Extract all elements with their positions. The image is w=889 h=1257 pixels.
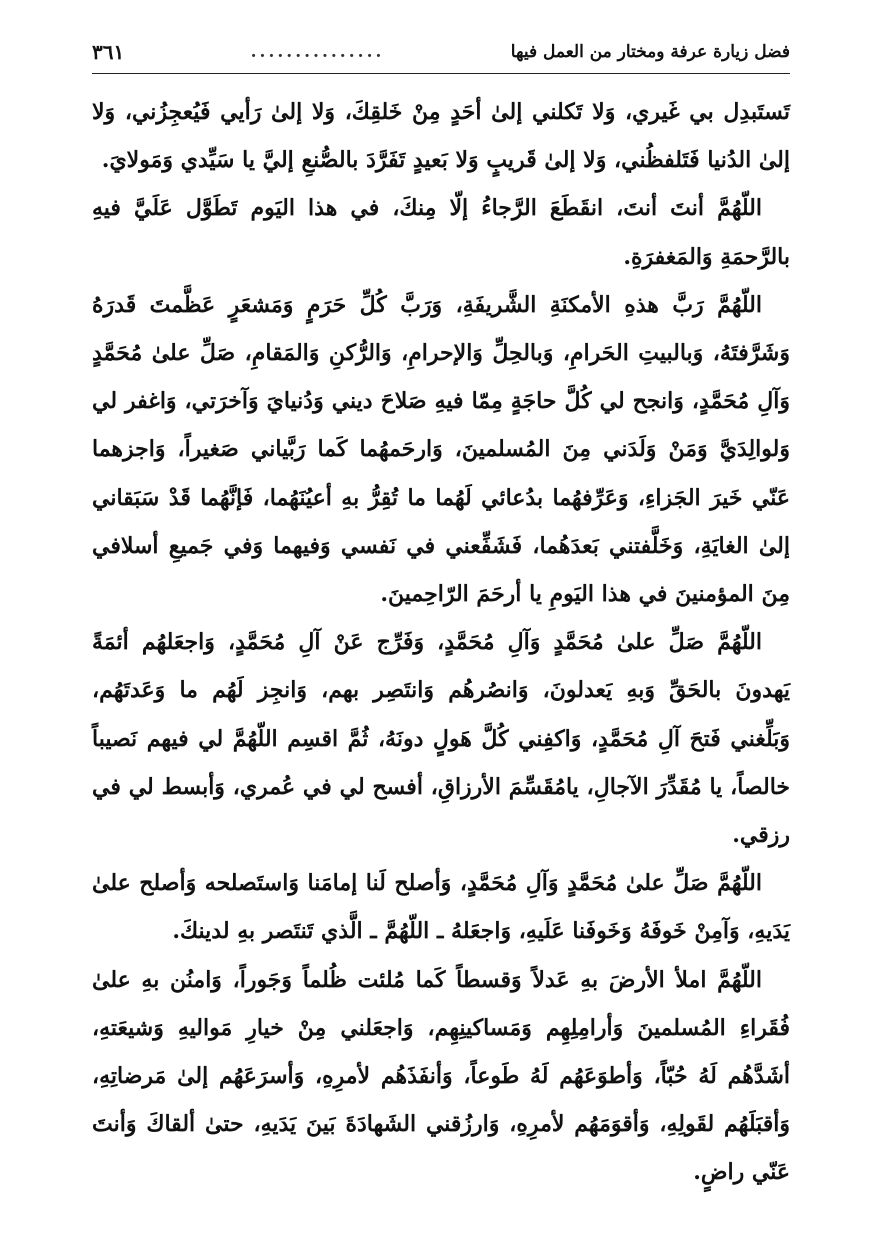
paragraph: اللّهُمَّ أنتَ أنتَ، انقَطَعَ الرَّجاءُ إلّا مِنكَ، في هذا اليَوم تَطَوَّل عَلَيَّ فيهِ بالرَّحمَةِ وَالمَغفرَةِ.	[92, 195, 790, 270]
paragraph: اللّهُمَّ املأ الأرضَ بهِ عَدلاً وَقسطاً كَما مُلئت ظُلماً وَجَوراً، وَامنُن بهِ علىٰ فُقَراءِ المُسلمينَ وَأرامِلِهِم وَمَساكينِهِم، وَاجعَلني مِنْ خيارِ مَواليهِ وَشيعَتهِ، أشَدَّهُم لَهُ حُبّاً، وَأطوَعَهُم لَهُ طَوعاً، وَأنفَذَهُم لأمرِهِ، وَأسرَعَهُم إلىٰ مَرضاتِهِ، وَأقبَلَهُم لقَولِهِ، وَأقوَمَهُم لأمرِهِ، وَارزُقني الشَهادَةَ بَينَ يَدَيهِ، حتىٰ ألقاكَ وَأنتَ عَنّي راضٍ.	[92, 966, 790, 1186]
page-number: ٣٦١	[92, 40, 125, 64]
paragraph: تَستَبدِل بي غَيري، وَلا تَكلني إلىٰ أحَدٍ مِنْ خَلقِكَ، وَلا إلىٰ رَأيي فَيُعجِزُني، وَلا إلىٰ الدُنيا فَتَلفظُني، وَلا إلىٰ قَريبٍ وَلا بَعيدٍ تَفَرَّدَ بالصُّنعِ إليَّ يا سَيِّدي وَمَولايَ.	[92, 99, 790, 174]
body-text	[92, 88, 790, 1197]
header-title: فضل زيارة عرفة ومختار من العمل فيها	[510, 42, 790, 62]
paragraph: اللّهُمَّ رَبَّ هذهِ الأمكنَةِ الشَّريفَةِ، وَرَبَّ كُلِّ حَرَمٍ وَمَشعَرٍ عَظَّمتَ قَدرَهُ وَشَرَّفتَهُ، وَبالبيتِ الحَرامِ، وَبالحِلِّ وَالإحرامِ، وَالرُّكنِ وَالمَقامِ، صَلِّ علىٰ مُحَمَّدٍ وَآلِ مُحَمَّدٍ، وَانجح لي كُلَّ حاجَةٍ مِمّا فيهِ صَلاحَ ديني وَدُنيايَ وَآخرَتي، وَاغفر لي وَلوالِدَيَّ وَمَنْ وَلَدَني مِنَ المُسلمينَ، وَارحَمهُما كَما رَبَّياني صَغيراً، وَاجزهما عَنّي خَيرَ الجَزاءِ، وَعَرِّفهُما بدُعائي لَهُما ما تُقِرُّ بهِ أعيُنَهُما، فَإنَّهُما قَدْ سَبَقاني إلىٰ الغايَةِ، وَخَلَّفتني بَعدَهُما، فَشَفِّعني في نَفسي وَفيهما وَفي جَميعِ أسلافي مِنَ المؤمنينَ في هذا اليَومِ يا أرحَمَ الرّاحِمينَ.	[92, 291, 790, 608]
running-header	[92, 32, 790, 72]
header-leader-dots: ...............	[250, 42, 385, 62]
paragraph: اللّهُمَّ صَلِّ علىٰ مُحَمَّدٍ وَآلِ مُحَمَّدٍ، وَأصلح لَنا إمامَنا وَاستَصلحه وَأصلح علىٰ يَدَيهِ، وَآمِنْ خَوفَهُ وَخَوفَنا عَلَيهِ، وَاجعَلهُ ـ اللّهُمَّ ـ الَّذي تَنتَصر بهِ لدينكَ.	[92, 870, 790, 945]
paragraph: اللّهُمَّ صَلِّ علىٰ مُحَمَّدٍ وَآلِ مُحَمَّدٍ، وَفَرِّج عَنْ آلِ مُحَمَّدٍ، وَاجعَلهُم أئمَةً يَهدونَ بالحَقِّ وَبهِ يَعدلونَ، وَانصُرهُم وَانتَصِر بهم، وَانجِز لَهُم ما وَعَدتَهُم، وَبَلِّغني فَتحَ آلِ مُحَمَّدٍ، وَاكفِني كُلَّ هَولٍ دونَهُ، ثُمَّ اقسِم اللّهُمَّ لي فيهم نَصيباً خالصاً، يا مُقَدِّرَ الآجالِ، يامُقَسِّمَ الأرزاقِ، أفسح لي في عُمري، وَأبسط لي في رزقي.	[92, 629, 790, 849]
header-rule	[92, 73, 790, 74]
